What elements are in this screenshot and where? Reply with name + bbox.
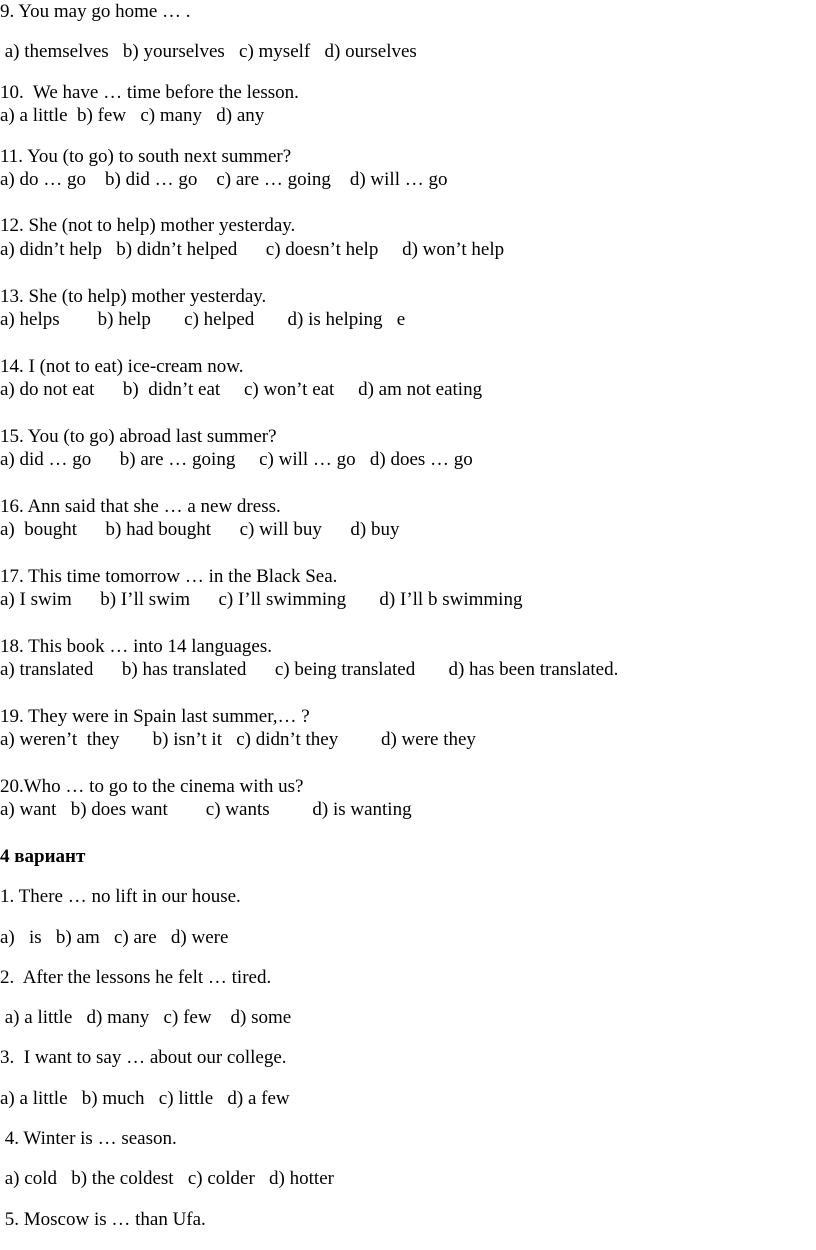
question-19: 19. They were in Spain last summer,… ? xyxy=(0,706,310,727)
options-10: a) a little b) few c) many d) any xyxy=(0,105,265,126)
options-v4-4: a) cold b) the coldest c) colder d) hotter xyxy=(0,1168,334,1189)
question-v4-1: 1. There … no lift in our house. xyxy=(0,886,241,907)
options-v4-1: a) is b) am c) are d) were xyxy=(0,927,229,948)
question-17: 17. This time tomorrow … in the Black Sea. xyxy=(0,566,338,587)
question-13: 13. She (to help) mother yesterday. xyxy=(0,286,267,307)
options-19: a) weren’t they b) isn’t it c) didn’t they d) were they xyxy=(0,729,476,750)
options-15: a) did … go b) are … going c) will … go d) does … go xyxy=(0,449,473,470)
question-20: 20.Who … to go to the cinema with us? xyxy=(0,776,304,797)
options-v4-3: a) a little b) much c) little d) a few xyxy=(0,1088,290,1109)
options-11: a) do … go b) did … go c) are … going d) will … go xyxy=(0,169,448,190)
options-12: a) didn’t help b) didn’t helped c) doesn’t help d) won’t help xyxy=(0,239,505,260)
variant-heading: 4 вариант xyxy=(0,846,86,867)
question-v4-3: 3. I want to say … about our college. xyxy=(0,1047,287,1068)
question-v4-2: 2. After the lessons he felt … tired. xyxy=(0,967,272,988)
options-20: a) want b) does want c) wants d) is wanting xyxy=(0,799,412,820)
question-9: 9. You may go home … . xyxy=(0,1,191,22)
question-11: 11. You (to go) to south next summer? xyxy=(0,146,292,167)
question-14: 14. I (not to eat) ice-cream now. xyxy=(0,356,244,377)
options-17: a) I swim b) I’ll swim c) I’ll swimming d) I’ll b swimming xyxy=(0,589,523,610)
question-16: 16. Ann said that she … a new dress. xyxy=(0,496,281,517)
options-v4-2: a) a little d) many c) few d) some xyxy=(0,1007,292,1028)
question-v4-5: 5. Moscow is … than Ufa. xyxy=(0,1209,206,1230)
options-16: a) bought b) had bought c) will buy d) buy xyxy=(0,519,400,540)
question-18: 18. This book … into 14 languages. xyxy=(0,636,272,657)
question-12: 12. She (not to help) mother yesterday. xyxy=(0,215,296,236)
question-15: 15. You (to go) abroad last summer? xyxy=(0,426,277,447)
question-10: 10. We have … time before the lesson. xyxy=(0,82,299,103)
question-v4-4: 4. Winter is … season. xyxy=(0,1128,177,1149)
options-9: a) themselves b) yourselves c) myself d) ourselves xyxy=(0,41,417,62)
options-14: a) do not eat b) didn’t eat c) won’t eat d) am not eating xyxy=(0,379,483,400)
options-18: a) translated b) has translated c) being translated d) has been translated. xyxy=(0,659,619,680)
options-13: a) helps b) help c) helped d) is helping e xyxy=(0,309,406,330)
